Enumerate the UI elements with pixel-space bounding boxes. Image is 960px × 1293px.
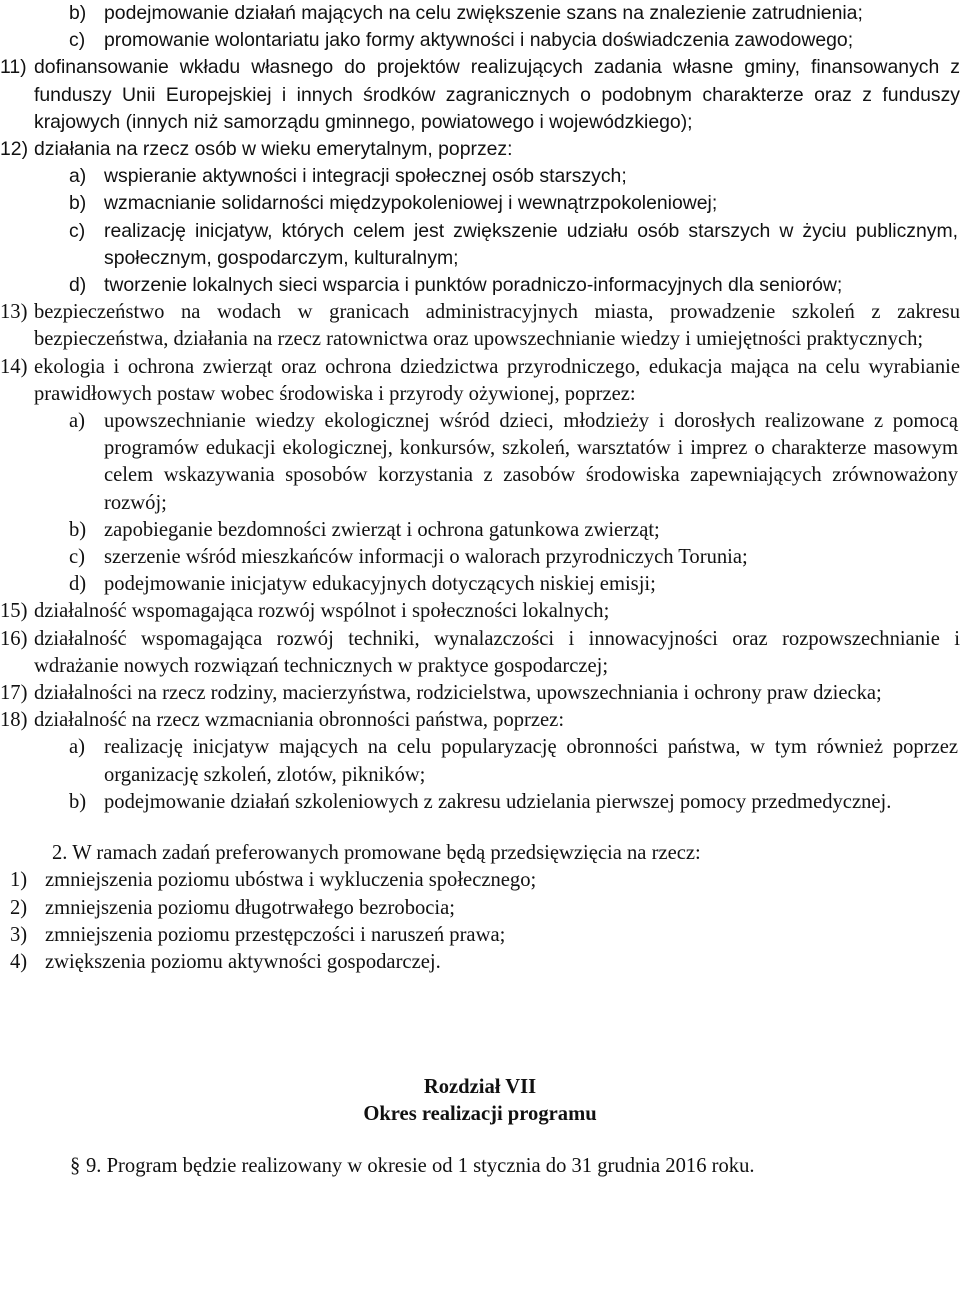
list-item xyxy=(10,895,960,922)
list-item-text: działalność wspomagająca rozwój wspólnot i społeczności lokalnych; xyxy=(34,600,610,623)
list-item xyxy=(0,136,960,163)
list-item-text: ekologia i ochrona zwierząt oraz ochrona dziedzictwa przyrodniczego, edukacja mająca na celu wyrabianie prawidłowych postaw wobec środowiska i przyrody ożywionej, poprzez: xyxy=(34,355,960,405)
sub-list-item xyxy=(69,544,958,571)
list-item xyxy=(0,598,960,625)
list-item-text: dofinansowanie wkładu własnego do projektów realizujących zadania własne gminy, finansowanych z funduszy Unii Europejskiej i innych środków zagranicznych o podobnym charakterze oraz z funduszy krajowych (innych niż samorządu gminnego, powiatowego i wojewódzkiego); xyxy=(34,56,960,133)
list-item-text: promowanie wolontariatu jako formy aktywności i nabycia doświadczenia zawodowego; xyxy=(104,29,854,52)
section-sign: § xyxy=(70,1154,81,1177)
list-item xyxy=(0,680,960,707)
list-marker: 3) xyxy=(10,923,28,946)
list-marker: 1) xyxy=(10,869,28,892)
list-item xyxy=(0,299,960,353)
list-item xyxy=(10,867,960,894)
list-item-text: tworzenie lokalnych sieci wsparcia i punktów poradniczo-informacyjnych dla seniorów; xyxy=(104,274,843,297)
chapter-title: Okres realizacji programu xyxy=(363,1103,597,1126)
list-item xyxy=(10,949,960,976)
list-item-text: realizację inicjatyw mających na celu popularyzację obronności państwa, w tym również poprzez organizację szkoleń, zlotów, pikników; xyxy=(104,736,958,786)
list-marker: 12) xyxy=(0,138,29,161)
list-item-text: podejmowanie działań szkoleniowych z zakresu udzielania pierwszej pomocy przedmedycznej. xyxy=(104,790,892,813)
list-marker: 4) xyxy=(10,950,28,973)
list-item-text: upowszechnianie wiedzy ekologicznej wśród dzieci, młodzieży i dorosłych realizowane z pomocą programów edukacji ekologicznej, konkursów, szkoleń, warsztatów i imprez o charakterze masowym celem wskazywania sposobów korzystania z zasobów środowiska zapewniających zrównoważony rozwój; xyxy=(104,410,958,514)
sub-list-item xyxy=(69,734,958,788)
list-item-text: zmniejszenia poziomu ubóstwa i wykluczenia społecznego; xyxy=(45,869,537,892)
list-marker: a) xyxy=(69,165,87,188)
list-marker: 14) xyxy=(0,355,28,378)
list-item xyxy=(0,626,960,680)
list-marker: a) xyxy=(69,410,85,433)
sub-list-item xyxy=(69,218,958,272)
sub-list-item xyxy=(69,571,958,598)
list-marker: 15) xyxy=(0,600,28,623)
list-marker: b) xyxy=(69,2,87,24)
sub-list-item xyxy=(69,190,958,217)
list-marker: d) xyxy=(69,274,87,297)
list-marker: b) xyxy=(69,192,87,215)
list-marker: 16) xyxy=(0,627,28,650)
list-item xyxy=(0,707,960,734)
list-marker: c) xyxy=(69,29,86,52)
list-item-text: działalności na rzecz rodziny, macierzyństwa, rodzicielstwa, upowszechniania i ochrony praw dziecka; xyxy=(34,682,882,705)
list-item-text: wzmacnianie solidarności międzypokoleniowej i wewnątrzpokoleniowej; xyxy=(104,192,718,215)
list-marker: b) xyxy=(69,790,87,813)
section-9 xyxy=(0,1153,960,1180)
list-marker: 18) xyxy=(0,709,28,732)
sub-list-item xyxy=(69,0,958,27)
sub-list-item xyxy=(69,789,958,816)
list-item xyxy=(10,922,960,949)
section-9-text: 9. Program będzie realizowany w okresie od 1 stycznia do 31 grudnia 2016 roku. xyxy=(86,1154,755,1177)
list-item-text: działania na rzecz osób w wieku emerytalnym, poprzez: xyxy=(34,138,513,161)
list-marker: d) xyxy=(69,573,87,596)
preferred-tasks-list xyxy=(0,867,960,976)
sub-list-item xyxy=(69,408,958,517)
list-item-text: bezpieczeństwo na wodach w granicach administracyjnych miasta, prowadzenie szkoleń z zakresu bezpieczeństwa, działania na rzecz ratownictwa oraz upowszechnianie wiedzy i umiejętności praktycznych; xyxy=(34,301,960,351)
list-marker: c) xyxy=(69,219,86,242)
list-item-text: wspieranie aktywności i integracji społecznej osób starszych; xyxy=(104,165,627,188)
section-2-intro: 2. W ramach zadań preferowanych promowane będą przedsięwzięcia na rzecz: xyxy=(52,842,701,865)
spacer xyxy=(0,816,960,840)
list-item xyxy=(0,354,960,408)
list-item-text: działalność na rzecz wzmacniania obronności państwa, poprzez: xyxy=(34,709,565,732)
list-marker: 2) xyxy=(10,896,28,919)
list-item-text: podejmowanie inicjatyw edukacyjnych dotyczących niskiej emisji; xyxy=(104,573,656,596)
list-item-text: zmniejszenia poziomu długotrwałego bezrobocia; xyxy=(45,896,456,919)
sub-list-item xyxy=(69,163,958,190)
list-item-text: zmniejszenia poziomu przestępczości i naruszeń prawa; xyxy=(45,923,506,946)
list-item-text: realizację inicjatyw, których celem jest zwiększenie udziału osób starszych w życiu publicznym, społecznym, gospodarczym, kulturalnym; xyxy=(104,219,958,269)
sub-list-item xyxy=(69,517,958,544)
list-item xyxy=(0,54,960,136)
list-item-text: działalność wspomagająca rozwój techniki, wynalazczości i innowacyjności oraz rozpowszechnianie i wdrażanie nowych rozwiązań technicznych w praktyce gospodarczej; xyxy=(34,627,960,677)
list-item-text: podejmowanie działań mających na celu zwiększenie szans na znalezienie zatrudnienia; xyxy=(104,2,863,24)
chapter-number: Rozdział VII xyxy=(423,1076,537,1099)
list-marker: b) xyxy=(69,518,87,541)
list-marker: 17) xyxy=(0,682,28,705)
list-marker: 13) xyxy=(0,301,28,324)
sub-list-item xyxy=(69,272,958,299)
list-item-text: zwiększenia poziomu aktywności gospodarczej. xyxy=(45,950,441,973)
list-item-text: zapobieganie bezdomności zwierząt i ochrona gatunkowa zwierząt; xyxy=(104,518,660,541)
list-marker: c) xyxy=(69,546,85,569)
list-item-text: szerzenie wśród mieszkańców informacji o walorach przyrodniczych Torunia; xyxy=(104,546,748,569)
sub-list-item xyxy=(69,27,958,54)
list-marker: 11) xyxy=(0,56,27,79)
list-marker: a) xyxy=(69,736,85,759)
